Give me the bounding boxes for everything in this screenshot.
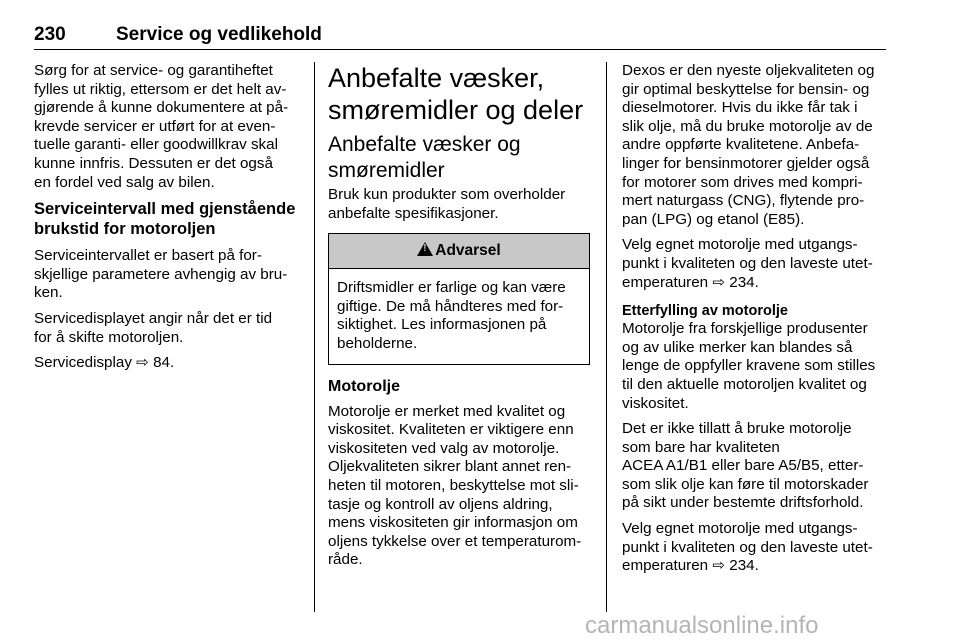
column-divider	[606, 62, 607, 612]
section-heading-motor-oil: Motorolje	[328, 377, 400, 395]
text-line: en fordel ved salg av bilen.	[34, 173, 215, 191]
text-line: emperaturen ⇨ 234.	[622, 557, 759, 575]
text-line: fylles ut riktig, ettersom er det helt av-	[34, 80, 287, 98]
text-line: tuelle garanti- eller goodwillkrav skal	[34, 136, 278, 154]
warning-title: Advarsel	[435, 242, 501, 260]
paragraph	[622, 62, 888, 229]
heading-line: Anbefalte væsker,	[328, 63, 545, 93]
text-line: råde.	[328, 551, 363, 569]
text-line: tasje og kontroll av oljens aldring,	[328, 495, 553, 513]
paragraph	[328, 186, 590, 223]
text-line: Det er ikke tillatt å bruke motorolje	[622, 420, 852, 438]
text-line: ken.	[34, 284, 63, 302]
text-line: Sørg for at service- og garantiheftet	[34, 62, 273, 79]
text-line: som slik olje kan føre til motorskader	[622, 475, 869, 493]
heading-line: Serviceintervall med gjenstående	[34, 200, 296, 219]
text-line: ACEA A1/B1 eller bare A5/B5, etter-	[622, 457, 864, 475]
paragraph	[328, 403, 590, 570]
text-line: anbefalte spesifikasjoner.	[328, 204, 499, 222]
text-line: gjørende å kunne dokumentere at på-	[34, 99, 289, 117]
section-heading-oil-refill: Etterfylling av motorolje	[622, 303, 788, 320]
page-header	[34, 24, 886, 52]
paragraph-cross-reference	[622, 236, 888, 292]
section-heading-service-interval	[34, 199, 302, 239]
column-3	[622, 62, 888, 583]
warning-header	[329, 234, 589, 269]
warning-triangle-icon	[417, 242, 433, 256]
page-number: 230	[34, 24, 66, 45]
text-line: Driftsmidler er farlige og kan være	[337, 279, 566, 297]
text-line: lenge de oppfyller kravene som stilles	[622, 357, 876, 375]
text-line: Oljekvaliteten sikrer blant annet ren-	[328, 458, 572, 476]
watermark[interactable]: carmanualsonline.info	[585, 612, 819, 639]
text-line: gir optimal beskyttelse for bensin- og	[622, 80, 870, 98]
paragraph-cross-reference	[622, 520, 888, 576]
text-line: dieselmotorer. Hvis du ikke får tak i	[622, 99, 858, 117]
text-line: for å skifte motoroljen.	[34, 328, 184, 346]
text-line: beholderne.	[337, 334, 418, 352]
main-heading	[328, 62, 590, 126]
column-divider	[314, 62, 315, 612]
paragraph	[34, 247, 302, 303]
heading-line: brukstid for motoroljen	[34, 220, 216, 239]
warning-box	[328, 233, 590, 364]
text-line: for motorer som drives med kompri-	[622, 173, 863, 191]
text-line: Velg egnet motorolje med utgangs-	[622, 520, 858, 538]
page-title: Service og vedlikehold	[116, 24, 322, 45]
text-line: andre oppførte kvalitetene. Anbefa-	[622, 136, 860, 154]
text-line: Servicedisplay ⇨ 84.	[34, 354, 175, 372]
text-line: Serviceintervallet er basert på for-	[34, 247, 262, 265]
text-line: viskositeten ved valg av motorolje.	[328, 439, 560, 457]
column-1	[34, 62, 302, 380]
text-line: emperaturen ⇨ 234.	[622, 273, 759, 291]
text-line: pan (LPG) og etanol (E85).	[622, 210, 805, 228]
text-line: på sikt under bestemte driftsforhold.	[622, 494, 864, 512]
text-line: punkt i kvaliteten og den laveste utet-	[622, 254, 873, 272]
heading-line: smøremidler	[328, 159, 445, 182]
text-line: oljens tykkelse over et temperaturom-	[328, 532, 582, 550]
paragraph	[34, 310, 302, 347]
text-line: og av ulike merker kan blandes så	[622, 338, 853, 356]
text-line: siktighet. Les informasjonen på	[337, 316, 547, 334]
text-line: viskositet. Kvaliteten er viktigere enn	[328, 421, 574, 439]
text-line: mens viskositeten gir informasjon om	[328, 514, 578, 532]
text-line: Velg egnet motorolje med utgangs-	[622, 236, 858, 254]
column-2	[328, 62, 590, 577]
text-line: Motorolje fra forskjellige produsenter	[622, 320, 868, 338]
text-line: som bare har kvaliteten	[622, 438, 780, 456]
text-line: mert naturgass (CNG), flytende pro-	[622, 192, 865, 210]
text-line: linger for bensinmotorer gjelder også	[622, 154, 870, 172]
intro-paragraph	[34, 62, 302, 192]
text-line: heten til motoren, beskyttelse mot sli-	[328, 476, 579, 494]
paragraph	[622, 320, 888, 413]
text-line: krevde servicer er utført for at even-	[34, 117, 276, 135]
text-line: Motorolje er merket med kvalitet og	[328, 402, 566, 420]
heading-line: smøremidler og deler	[328, 95, 584, 125]
sub-heading	[328, 132, 590, 184]
text-line: giftige. De må håndteres med for-	[337, 297, 564, 315]
text-line: Bruk kun produkter som overholder	[328, 186, 566, 203]
text-line: skjellige parametere avhengig av bru-	[34, 265, 288, 283]
paragraph-cross-reference	[34, 354, 302, 373]
text-line: Servicedisplayet angir når det er tid	[34, 309, 273, 327]
text-line: punkt i kvaliteten og den laveste utet-	[622, 538, 873, 556]
text-line: viskositet.	[622, 394, 689, 412]
header-rule	[34, 49, 886, 50]
text-line: til den aktuelle motoroljen kvalitet og	[622, 375, 867, 393]
text-line: slik olje, må du bruke motorolje av de	[622, 117, 873, 135]
heading-line: Anbefalte væsker og	[328, 133, 521, 156]
warning-body	[329, 269, 589, 363]
text-line: kunne innfris. Dessuten er det også	[34, 154, 273, 172]
text-line: Dexos er den nyeste oljekvaliteten og	[622, 62, 875, 79]
paragraph	[622, 420, 888, 513]
